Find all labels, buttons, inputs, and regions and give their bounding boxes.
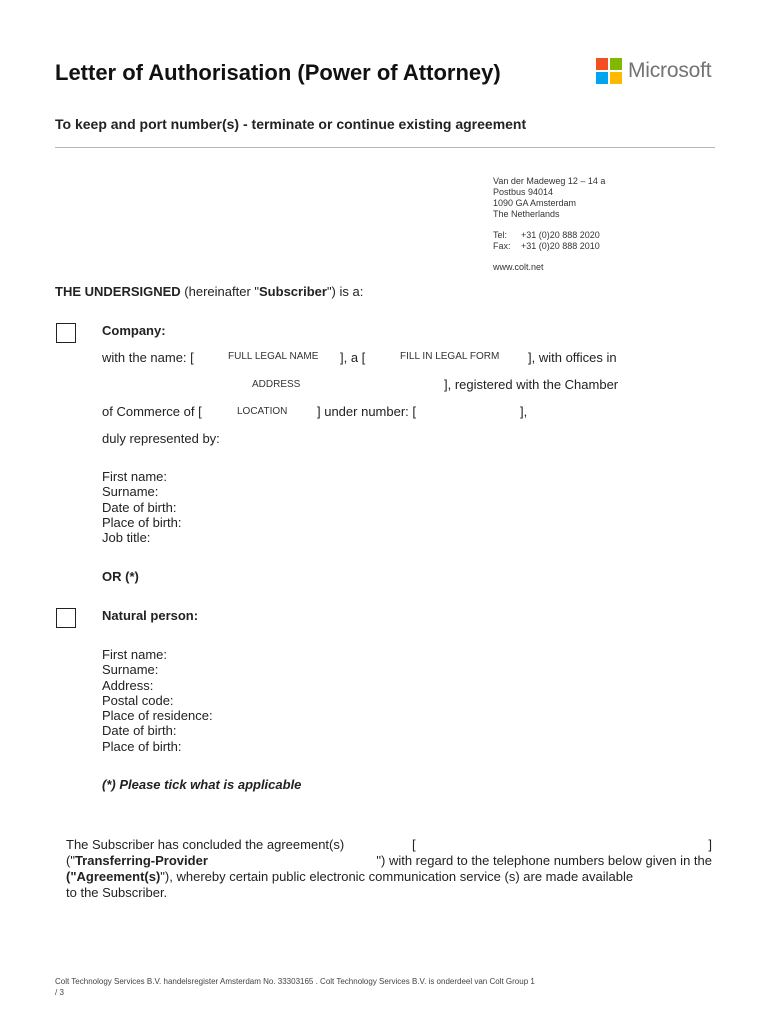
company-dob-label: Date of birth: — [102, 499, 177, 515]
document-subtitle: To keep and port number(s) - terminate or continue existing agreement — [55, 116, 527, 132]
fax-label: Fax: — [493, 241, 511, 251]
paragraph-l2-rest: ") with regard to the telephone numbers below given in the — [376, 853, 712, 868]
registered-text: ], registered with the Chamber — [444, 377, 619, 392]
agreement-paragraph — [66, 837, 712, 901]
tel-value: +31 (0)20 888 2020 — [521, 230, 600, 240]
natural-postal-code-label: Postal code: — [102, 692, 174, 708]
page-footer — [55, 976, 615, 998]
paragraph-l2-quote: (" — [66, 853, 75, 868]
paragraph-line-1 — [66, 837, 712, 853]
address-field[interactable]: ADDRESS — [252, 379, 301, 390]
company-first-name-label: First name: — [102, 469, 168, 484]
paragraph-l1-text: The Subscriber has concluded the agreement(s) — [66, 837, 345, 852]
company-checkbox[interactable] — [56, 323, 76, 343]
location-field[interactable]: LOCATION — [237, 406, 288, 417]
natural-residence-label: Place of residence: — [102, 708, 213, 724]
undersigned-middle: (hereinafter " — [180, 284, 260, 299]
natural-surname-label: Surname: — [102, 662, 159, 678]
undersigned-end: ") is a: — [326, 284, 364, 299]
microsoft-logo-icon — [596, 58, 622, 84]
agreement-field[interactable] — [412, 837, 712, 853]
company-pob-label: Place of birth: — [102, 514, 182, 530]
company-heading: Company: — [102, 323, 166, 338]
footer-line-1: Colt Technology Services B.V. handelsregister Amsterdam No. 33303165 . Colt Technology Services B.V. is onderdeel van Colt Group 1 — [55, 977, 535, 986]
agreement-close-bracket: ] — [708, 837, 712, 852]
transferring-provider-term: Transferring-Provider — [74, 853, 208, 868]
agreements-term: Agreement(s) — [76, 869, 161, 884]
company-name-mid: ], a [ — [340, 350, 366, 365]
logo-text: Microsoft — [628, 59, 712, 82]
paragraph-line-2 — [66, 853, 712, 869]
microsoft-logo — [596, 57, 711, 85]
tick-note: (*) Please tick what is applicable — [102, 777, 302, 792]
address-line-2: Postbus 94014 — [493, 187, 554, 197]
natural-person-checkbox[interactable] — [56, 608, 76, 628]
paragraph-l3-quote: (" — [66, 869, 77, 884]
address-line-1: Van der Madeweg 12 – 14 a — [493, 176, 606, 186]
undersigned-bold: THE UNDERSIGNED — [55, 284, 181, 299]
company-address-block — [493, 176, 605, 273]
company-job-title-label: Job title: — [102, 530, 151, 546]
agreement-open-bracket: [ — [412, 837, 416, 852]
fax-value: +31 (0)20 888 2010 — [521, 241, 600, 251]
footer-page-number: / 3 — [55, 988, 64, 997]
address-line-4: The Netherlands — [493, 209, 560, 219]
undersigned-statement — [55, 284, 363, 299]
full-legal-name-field[interactable]: FULL LEGAL NAME — [228, 351, 319, 362]
number-close: ], — [520, 404, 528, 419]
document-title: Letter of Authorisation (Power of Attorney) — [55, 60, 501, 85]
paragraph-l4-text: to the Subscriber. — [66, 885, 168, 900]
natural-pob-label: Place of birth: — [102, 738, 182, 754]
company-surname-label: Surname: — [102, 484, 159, 500]
represented-text: duly represented by: — [102, 431, 220, 446]
natural-person-heading: Natural person: — [102, 608, 199, 623]
natural-address-label: Address: — [102, 677, 154, 693]
under-number-text: ] under number: [ — [317, 404, 416, 419]
or-separator: OR (*) — [102, 569, 139, 584]
natural-person-fields — [102, 647, 213, 754]
paragraph-l2-start — [66, 853, 208, 869]
address-line-3: 1090 GA Amsterdam — [493, 198, 577, 208]
paragraph-line-3 — [66, 869, 712, 885]
header-divider — [55, 147, 715, 148]
subscriber-term: Subscriber — [259, 284, 327, 299]
tel-label: Tel: — [493, 230, 508, 240]
website-link[interactable]: www.colt.net — [493, 262, 544, 272]
natural-first-name-label: First name: — [102, 647, 168, 662]
commerce-prefix: of Commerce of [ — [102, 404, 202, 419]
legal-form-field[interactable]: FILL IN LEGAL FORM — [400, 351, 500, 362]
paragraph-l3-rest: "), whereby certain public electronic communication service (s) are made available — [160, 869, 634, 884]
telephone-line — [493, 230, 605, 241]
company-representative-fields — [102, 469, 182, 545]
fax-line — [493, 241, 605, 252]
paragraph-line-4 — [66, 885, 712, 901]
natural-dob-label: Date of birth: — [102, 723, 177, 739]
company-name-prefix: with the name: [ — [102, 350, 194, 365]
offices-text: ], with offices in — [528, 350, 617, 365]
